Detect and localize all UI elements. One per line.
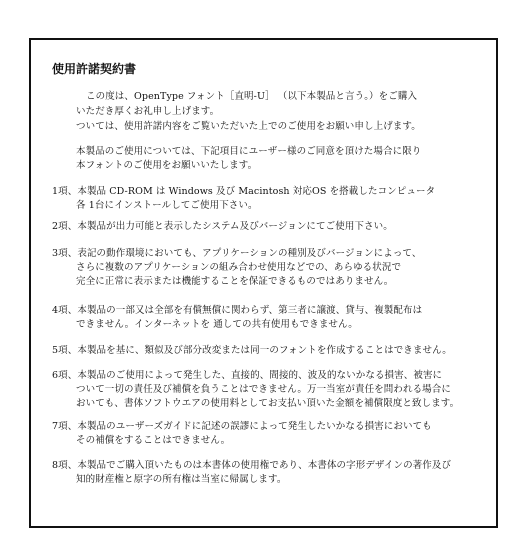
clause-4-line-2: できません。インターネットを 通しての共有使用もできません。	[76, 319, 358, 330]
intro-line-3: ついては、使用許諾内容をご覧いただいた上でのご使用をお願い申し上げます。	[76, 121, 421, 132]
clause-8-line-1: 8項、本製品でご購入頂いたものは本書体の使用権であり、本書体の字形デザインの著作及び	[52, 460, 452, 471]
clause-6-line-1: 6項、本製品のご使用によって発生した、直接的、間接的、波及的ないかなる損害、被害に	[52, 370, 443, 381]
clause-7-line-2: その補償をすることはできません。	[76, 435, 231, 446]
intro-line-2: いただき厚くお礼申し上げます。	[76, 106, 220, 117]
clause-1-line-2: 各 1台にインストールしてご使用下さい。	[76, 200, 258, 211]
clause-5-line-1: 5項、本製品を基に、類似及び部分改変または同一のフォントを作成することはできません。	[52, 345, 452, 356]
preface-line-1: 本製品のご使用については、下記項目にユーザー様のご同意を頂けた場合に限り	[76, 146, 422, 157]
clause-8-line-2: 知的財産権と原字の所有権は当室に帰属します。	[76, 474, 287, 485]
clause-3-line-3: 完全に正常に表示または機能することを保証できるものではありません。	[76, 276, 394, 287]
clause-4-line-1: 4項、本製品の一部又は全部を有償無償に関わらず、第三者に譲渡、貸与、複製配布は	[52, 305, 423, 316]
clause-6-line-3: おいても、書体ソフトウエアの使用料としてお支払い頂いた金額を補償限度と致します。	[76, 398, 460, 409]
preface-line-2: 本フォントのご使用をお願いいたします。	[76, 160, 258, 171]
clause-6-line-2: ついて一切の責任及び補償を負うことはできません。万一当室が責任を問われる場合に	[76, 384, 451, 395]
intro-line-1: この度は、OpenType フォント［直明-U］ （以下本製品と言う。）をご購入	[86, 91, 418, 102]
clause-3-line-2: さらに複数のアプリケーションの組み合わせ使用などでの、あらゆる状況で	[76, 262, 402, 273]
clause-7-line-1: 7項、本製品のユーザーズガイドに記述の誤謬によって発生したいかなる損害においても	[52, 421, 432, 432]
clause-3-line-1: 3項、表記の動作環境においても、アプリケーションの種別及びバージョンによって、	[52, 248, 422, 259]
document-title: 使用許諾契約書	[52, 62, 137, 76]
clause-1-line-1: 1項、本製品 CD-ROM は Windows 及び Macintosh 対応OS を搭載したコンピュータ	[52, 186, 436, 197]
clause-2-line-1: 2項、本製品が出力可能と表示したシステム及びバージョンにてご使用下さい。	[52, 221, 393, 232]
